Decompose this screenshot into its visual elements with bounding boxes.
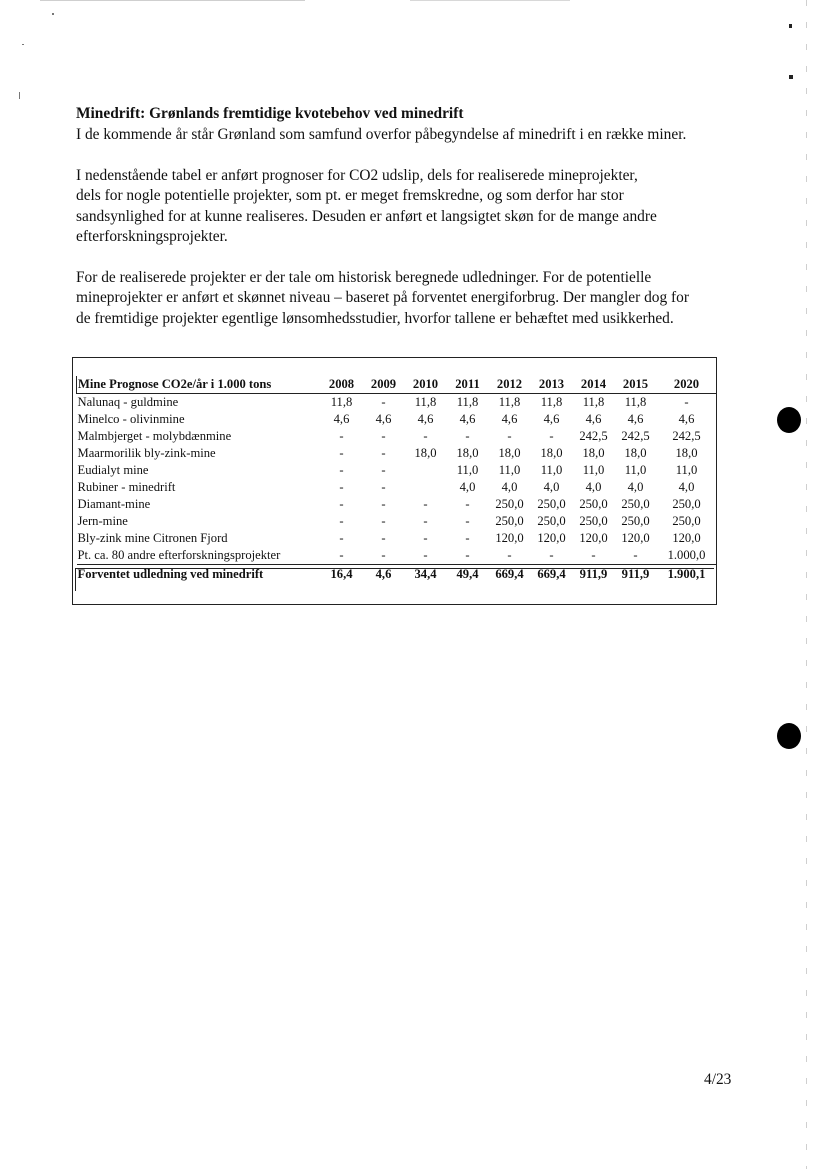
value-cell: 250,0 bbox=[672, 514, 701, 528]
value-cell: 250,0 bbox=[579, 497, 608, 511]
table-total-row bbox=[77, 565, 717, 585]
value-cell: 242,5 bbox=[621, 429, 650, 443]
table-row bbox=[77, 462, 717, 479]
value-cell: - bbox=[423, 531, 428, 545]
total-value-cell: 4,6 bbox=[375, 567, 392, 581]
value-cell: - bbox=[381, 446, 386, 460]
punch-hole bbox=[777, 407, 801, 433]
mine-name-cell: Nalunaq - guldmine bbox=[77, 395, 179, 409]
value-cell: - bbox=[684, 395, 689, 409]
table-row bbox=[77, 411, 717, 428]
value-cell: - bbox=[531, 547, 573, 565]
scan-speck bbox=[789, 24, 792, 28]
scan-speck bbox=[52, 13, 54, 15]
value-cell: 242,5 bbox=[672, 429, 701, 443]
value-cell: 18,0 bbox=[456, 446, 479, 460]
value-cell: 4,6 bbox=[501, 412, 518, 426]
column-header-year: 2010 bbox=[405, 376, 447, 394]
value-cell: 18,0 bbox=[582, 446, 605, 460]
total-value-cell: 911,9 bbox=[621, 567, 650, 581]
paragraph-line: sandsynlighed for at kunne realiseres. Desuden er anført et langsigtet skøn for de mange andre bbox=[76, 207, 657, 225]
paragraph-line: I de kommende år står Grønland som samfund overfor påbegyndelse af minedrift i en række miner. bbox=[76, 126, 687, 143]
paragraph-line: dels for nogle potentielle projekter, som pt. er meget fremskredne, og som derfor har stor bbox=[76, 187, 624, 204]
value-cell: 18,0 bbox=[498, 446, 521, 460]
table-row bbox=[77, 547, 717, 565]
column-header-year: 2011 bbox=[447, 376, 489, 394]
table-row bbox=[77, 479, 717, 496]
value-cell: 4,6 bbox=[417, 412, 434, 426]
mine-name-cell: Malmbjerget - molybdænmine bbox=[77, 429, 232, 443]
value-cell: - bbox=[339, 497, 344, 511]
value-cell: 4,6 bbox=[678, 412, 695, 426]
value-cell: 120,0 bbox=[672, 531, 701, 545]
value-cell: - bbox=[405, 547, 447, 565]
value-cell: 11,0 bbox=[540, 463, 563, 477]
value-cell: 120,0 bbox=[621, 531, 650, 545]
value-cell: 11,8 bbox=[456, 395, 479, 409]
value-cell: 250,0 bbox=[621, 514, 650, 528]
value-cell: - bbox=[381, 497, 386, 511]
value-cell: 11,8 bbox=[414, 395, 437, 409]
value-cell: 250,0 bbox=[672, 497, 701, 511]
scan-speck bbox=[789, 75, 793, 79]
scan-edge-line bbox=[806, 0, 807, 1169]
column-header-mine: Mine Prognose CO2e/år i 1.000 tons bbox=[77, 376, 321, 394]
mine-name-cell: Bly-zink mine Citronen Fjord bbox=[77, 531, 228, 545]
total-value-cell: 49,4 bbox=[456, 567, 479, 581]
table-row bbox=[77, 428, 717, 445]
column-header-year: 2008 bbox=[321, 376, 363, 394]
column-header-year: 2012 bbox=[489, 376, 531, 394]
value-cell: - bbox=[339, 429, 344, 443]
value-cell: 4,6 bbox=[375, 412, 392, 426]
value-cell: 18,0 bbox=[675, 446, 698, 460]
paragraph-line: For de realiserede projekter er der tale om historisk beregnede udledninger. For de potentielle bbox=[76, 268, 652, 286]
table-row bbox=[77, 394, 717, 412]
paragraph-line: de fremtidige projekter egentlige lønsomhedsstudier, hvorfor tallene er behæftet med usikkerhed. bbox=[76, 309, 674, 327]
value-cell: 11,0 bbox=[675, 463, 698, 477]
value-cell: 18,0 bbox=[624, 446, 647, 460]
section-heading: Minedrift: Grønlands fremtidige kvotebehov ved minedrift bbox=[76, 105, 464, 122]
value-cell: 242,5 bbox=[579, 429, 608, 443]
table-row bbox=[77, 530, 717, 547]
value-cell: 4,6 bbox=[585, 412, 602, 426]
total-value-cell: 1.900,1 bbox=[667, 567, 706, 581]
value-cell: 11,8 bbox=[624, 395, 647, 409]
value-cell: - bbox=[573, 547, 615, 565]
value-cell: 4,0 bbox=[678, 480, 695, 494]
paragraph-line: efterforskningsprojekter. bbox=[76, 228, 228, 245]
value-cell: - bbox=[381, 480, 386, 494]
value-cell: - bbox=[381, 463, 386, 477]
intro-paragraph bbox=[76, 125, 736, 146]
paragraph-line: mineprojekter er anført et skønnet niveau – baseret på forventet energiforbrug. Der mangler dog for bbox=[76, 289, 689, 306]
value-cell: 250,0 bbox=[537, 514, 566, 528]
table-row bbox=[77, 445, 717, 462]
value-cell: 11,0 bbox=[582, 463, 605, 477]
value-cell: - bbox=[507, 429, 512, 443]
value-cell: - bbox=[381, 531, 386, 545]
value-cell: 4,0 bbox=[501, 480, 518, 494]
value-cell: - bbox=[423, 429, 428, 443]
value-cell: - bbox=[615, 547, 657, 565]
value-cell: 120,0 bbox=[495, 531, 524, 545]
column-header-year: 2020 bbox=[657, 376, 717, 394]
table-description-paragraph bbox=[76, 166, 736, 248]
table-row bbox=[77, 513, 717, 530]
value-cell: - bbox=[339, 446, 344, 460]
value-cell: - bbox=[447, 547, 489, 565]
value-cell: - bbox=[381, 395, 386, 409]
value-cell: - bbox=[423, 497, 428, 511]
column-header-year: 2015 bbox=[615, 376, 657, 394]
value-cell: - bbox=[339, 514, 344, 528]
mine-name-cell: Diamant-mine bbox=[77, 497, 151, 511]
value-cell: 250,0 bbox=[495, 514, 524, 528]
mine-name-cell: Rubiner - minedrift bbox=[77, 480, 176, 494]
value-cell: - bbox=[465, 497, 470, 511]
table-row bbox=[77, 496, 717, 513]
co2-forecast-table bbox=[76, 376, 717, 584]
value-cell: - bbox=[549, 429, 554, 443]
value-cell: 11,8 bbox=[540, 395, 563, 409]
value-cell: 4,6 bbox=[333, 412, 350, 426]
uncertainty-paragraph bbox=[76, 268, 736, 330]
value-cell: - bbox=[339, 531, 344, 545]
document-body bbox=[76, 104, 736, 329]
value-cell: 120,0 bbox=[579, 531, 608, 545]
scan-speck bbox=[22, 44, 24, 45]
value-cell: 250,0 bbox=[579, 514, 608, 528]
page-number: 4/23 bbox=[704, 1071, 732, 1088]
value-cell: 1.000,0 bbox=[657, 547, 717, 565]
value-cell: - bbox=[381, 429, 386, 443]
value-cell bbox=[405, 462, 447, 479]
value-cell: - bbox=[339, 463, 344, 477]
value-cell: 11,8 bbox=[498, 395, 521, 409]
value-cell: 4,6 bbox=[459, 412, 476, 426]
value-cell: - bbox=[321, 547, 363, 565]
punch-hole bbox=[777, 723, 801, 749]
scan-artifact-top-line bbox=[410, 0, 570, 1]
value-cell: 4,0 bbox=[543, 480, 560, 494]
value-cell: - bbox=[465, 514, 470, 528]
value-cell: 18,0 bbox=[414, 446, 437, 460]
value-cell: 18,0 bbox=[540, 446, 563, 460]
mine-name-cell: Maarmorilik bly-zink-mine bbox=[77, 446, 216, 460]
value-cell bbox=[405, 479, 447, 496]
column-header-year: 2013 bbox=[531, 376, 573, 394]
value-cell: - bbox=[489, 547, 531, 565]
paragraph-line: I nedenstående tabel er anført prognoser for CO2 udslip, dels for realiserede mineprojekter, bbox=[76, 166, 638, 184]
value-cell: 250,0 bbox=[537, 497, 566, 511]
value-cell: 11,0 bbox=[624, 463, 647, 477]
value-cell: 4,6 bbox=[627, 412, 644, 426]
total-label-cell: Forventet udledning ved minedrift bbox=[77, 567, 264, 581]
total-value-cell: 16,4 bbox=[330, 567, 353, 581]
value-cell: - bbox=[423, 514, 428, 528]
total-value-cell: 34,4 bbox=[414, 567, 437, 581]
value-cell: - bbox=[339, 480, 344, 494]
value-cell: 250,0 bbox=[621, 497, 650, 511]
scan-artifact-top-line bbox=[40, 0, 305, 1]
value-cell: 11,8 bbox=[582, 395, 605, 409]
value-cell: 11,8 bbox=[330, 395, 353, 409]
total-value-cell: 669,4 bbox=[495, 567, 524, 581]
value-cell: - bbox=[465, 429, 470, 443]
mine-name-cell: Eudialyt mine bbox=[77, 463, 149, 477]
value-cell: 120,0 bbox=[537, 531, 566, 545]
value-cell: 4,0 bbox=[627, 480, 644, 494]
mine-name-cell: Minelco - olivinmine bbox=[77, 412, 185, 426]
scan-speck bbox=[19, 92, 20, 99]
value-cell: 250,0 bbox=[495, 497, 524, 511]
mine-name-cell: Jern-mine bbox=[77, 514, 128, 528]
value-cell: 11,0 bbox=[456, 463, 479, 477]
value-cell: 4,6 bbox=[543, 412, 560, 426]
value-cell: - bbox=[363, 547, 405, 565]
value-cell: 4,0 bbox=[459, 480, 476, 494]
column-header-year: 2014 bbox=[573, 376, 615, 394]
column-header-year: 2009 bbox=[363, 376, 405, 394]
total-value-cell: 669,4 bbox=[537, 567, 566, 581]
value-cell: 4,0 bbox=[585, 480, 602, 494]
mine-name-cell: Pt. ca. 80 andre efterforskningsprojekter bbox=[77, 547, 321, 565]
total-value-cell: 911,9 bbox=[579, 567, 608, 581]
value-cell: - bbox=[465, 531, 470, 545]
value-cell: - bbox=[381, 514, 386, 528]
value-cell: 11,0 bbox=[498, 463, 521, 477]
table-header-row bbox=[77, 376, 717, 394]
